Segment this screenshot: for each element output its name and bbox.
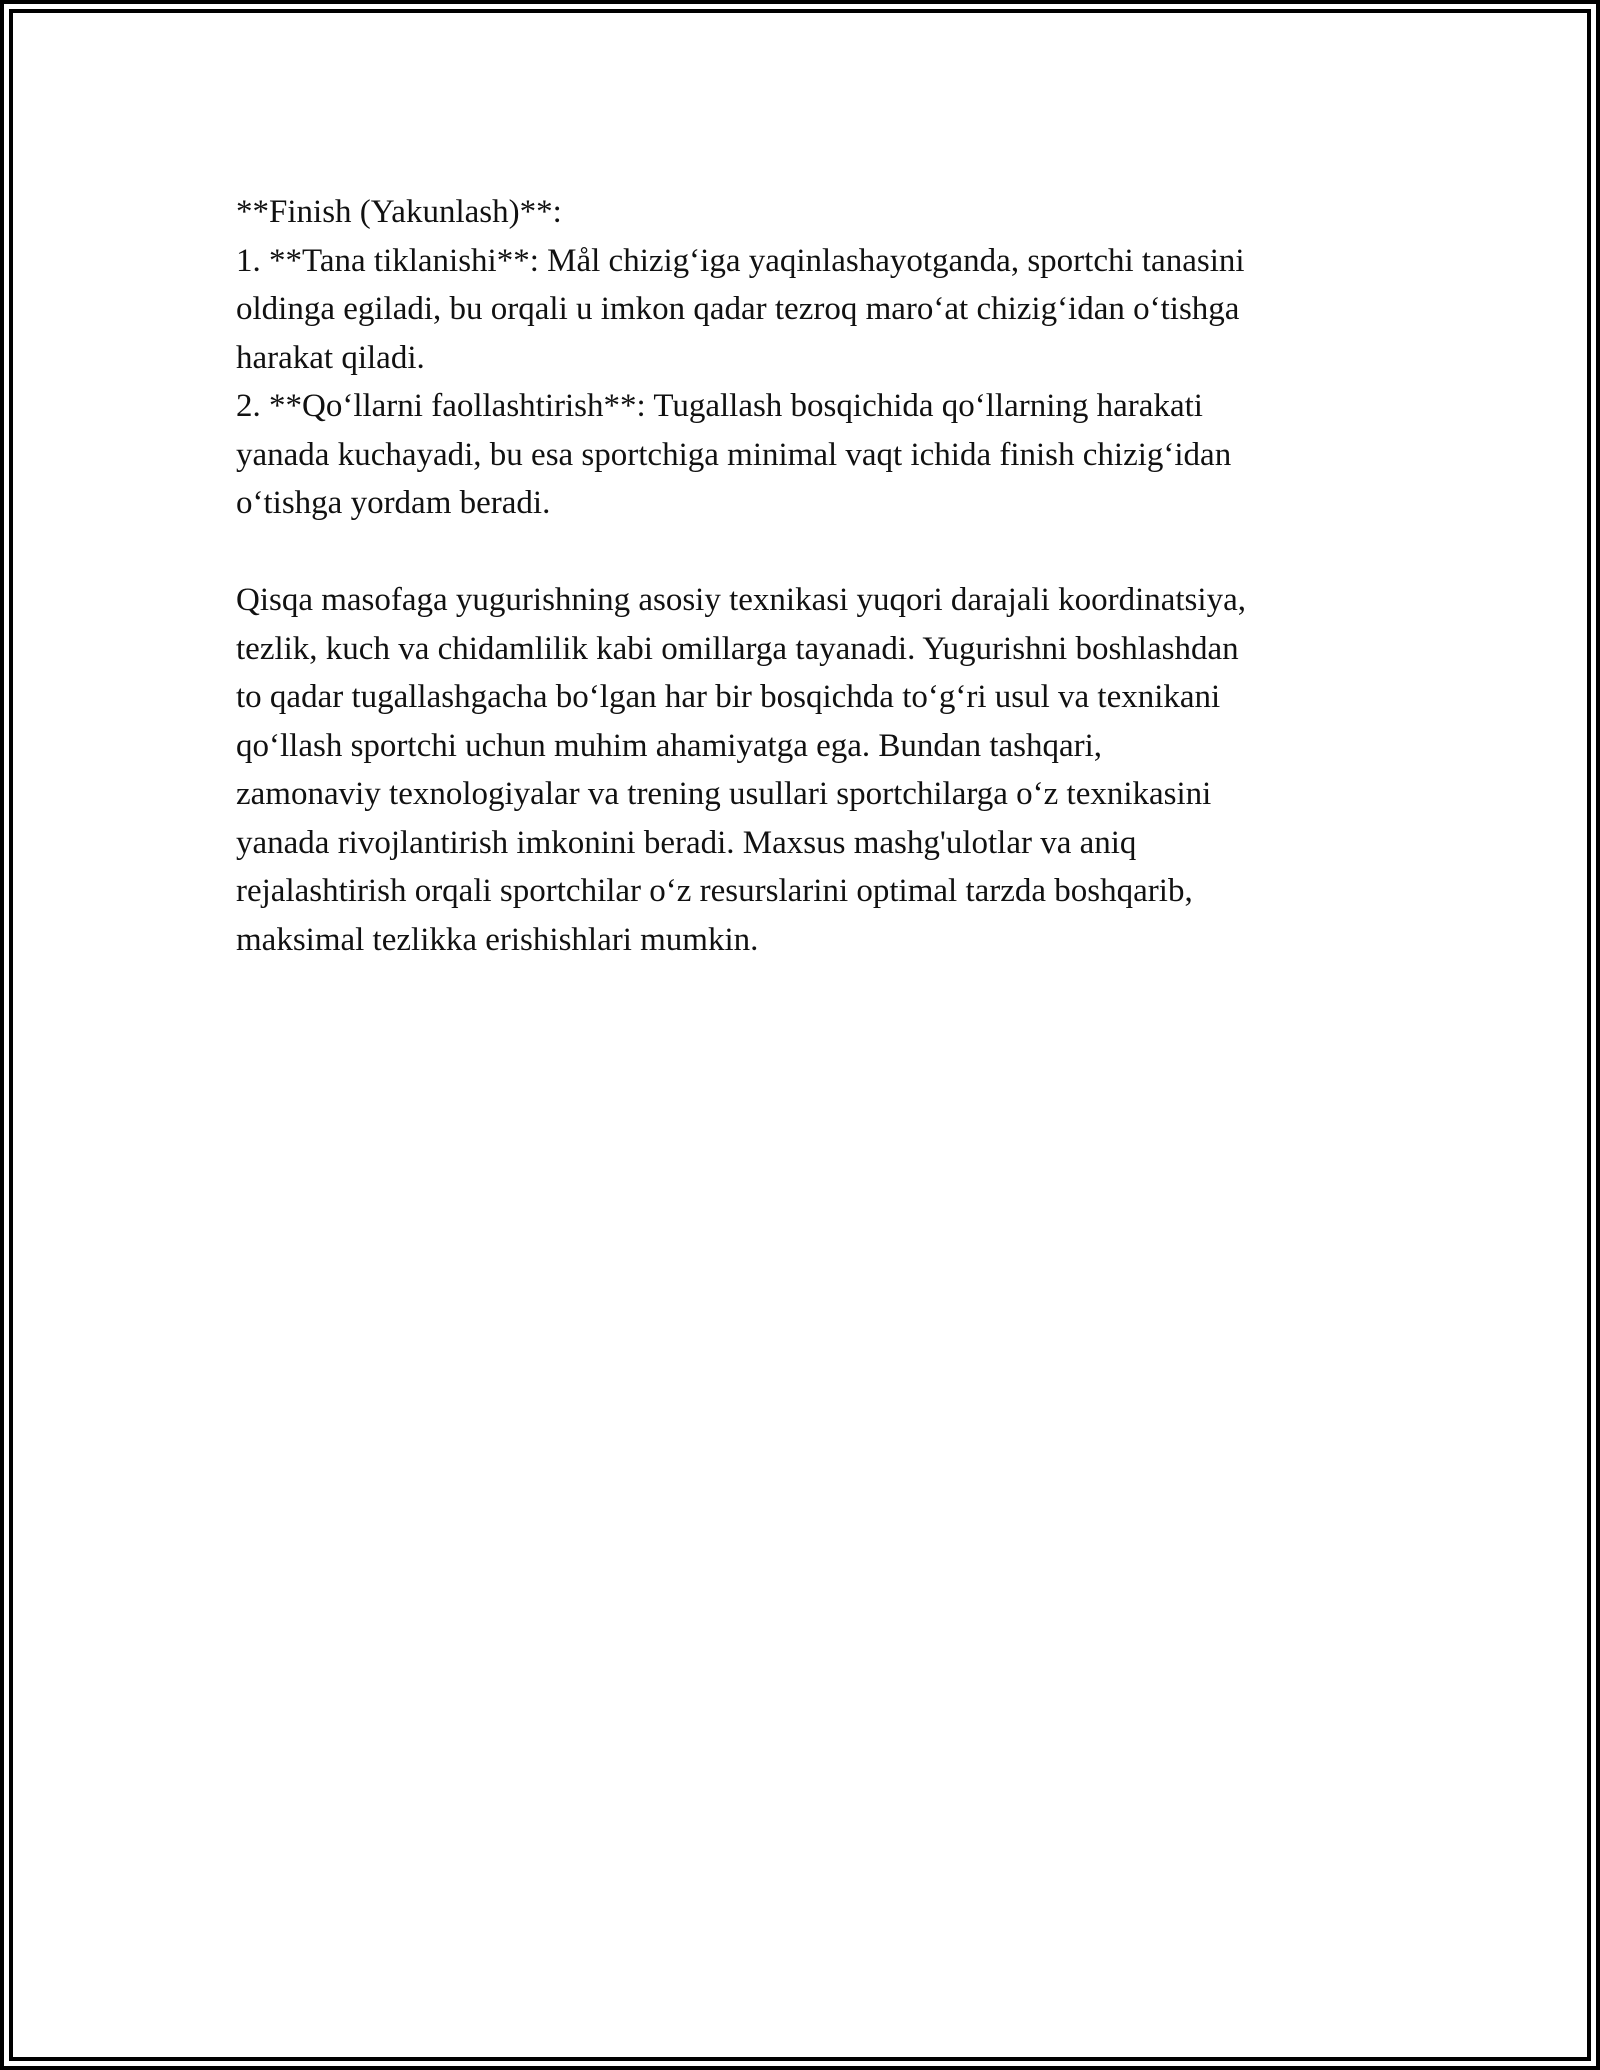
list-item-2-line-1: 2. **Qo‘llarni faollashtirish**: Tugallash bosqichida qo‘llarning harakati [236, 388, 1203, 424]
section-heading: **Finish (Yakunlash)**: [236, 194, 562, 230]
conclusion-line-1: Qisqa masofaga yugurishning asosiy texnikasi yuqori darajali koordinatsiya, [236, 582, 1246, 618]
conclusion-line-4: qo‘llash sportchi uchun muhim ahamiyatga ega. Bundan tashqari, [236, 727, 1103, 764]
conclusion-paragraph [236, 576, 1366, 964]
conclusion-line-7: rejalashtirish orqali sportchilar o‘z resurslarini optimal tarzda boshqarib, [236, 873, 1193, 909]
list-item-1-line-1: 1. **Tana tiklanishi**: Mål chizig‘iga yaqinlashayotganda, sportchi tanasini [236, 242, 1245, 279]
conclusion-line-2: tezlik, kuch va chidamlilik kabi omillarga tayanadi. Yugurishni boshlashdan [236, 630, 1239, 667]
document-body [236, 188, 1366, 964]
list-item-2-line-3: o‘tishga yordam beradi. [236, 485, 551, 521]
list-item-1-line-2: oldinga egiladi, bu orqali u imkon qadar tezroq maro‘at chizig‘idan o‘tishga [236, 291, 1240, 327]
list-item-1-line-3: harakat qiladi. [236, 339, 425, 376]
conclusion-line-6: yanada rivojlantirish imkonini beradi. Maxsus mashg'ulotlar va aniq [236, 824, 1137, 861]
paragraph-gap [236, 528, 1366, 577]
conclusion-line-8: maksimal tezlikka erishishlari mumkin. [236, 921, 759, 958]
list-item-1 [236, 237, 1366, 383]
conclusion-line-5: zamonaviy texnologiyalar va trening usullari sportchilarga o‘z texnikasini [236, 776, 1212, 812]
list-item-2-line-2: yanada kuchayadi, bu esa sportchiga minimal vaqt ichida finish chizig‘idan [236, 436, 1232, 473]
conclusion-line-3: to qadar tugallashgacha bo‘lgan har bir bosqichda to‘g‘ri usul va texnikani [236, 679, 1221, 715]
list-item-2 [236, 382, 1366, 528]
